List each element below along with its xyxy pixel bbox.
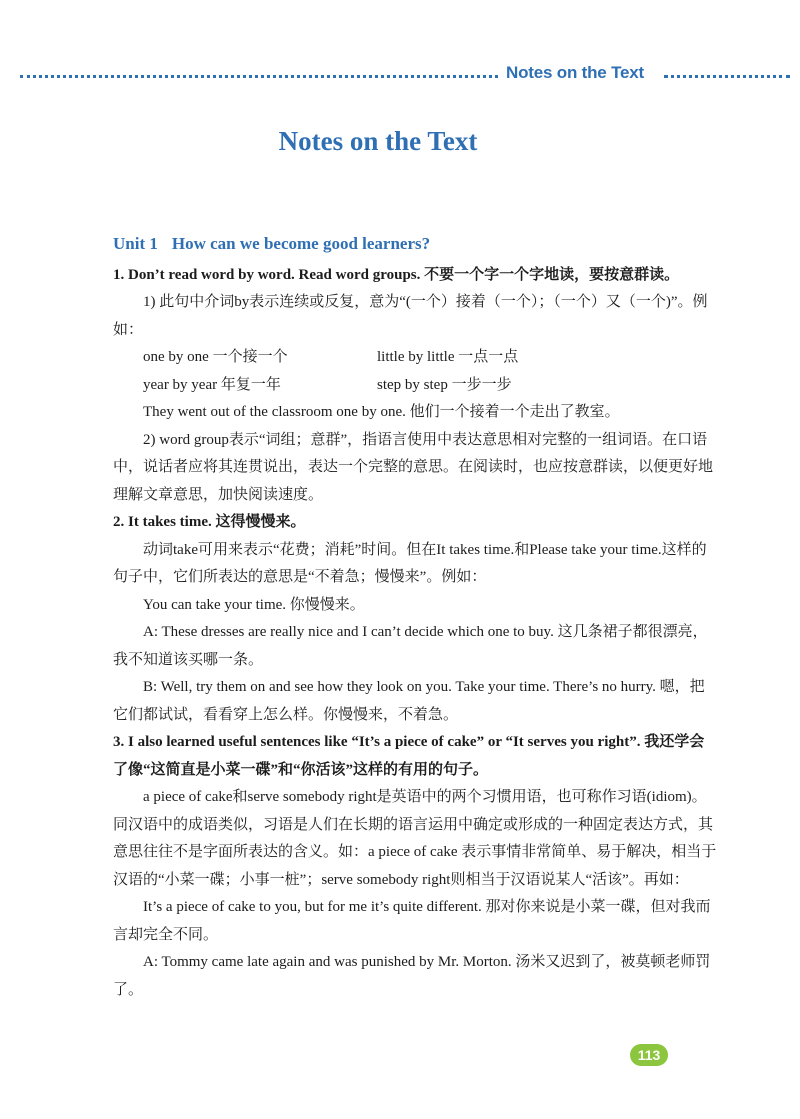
paragraph: 2) word group表示“词组；意群”，指语言使用中表达意思相对完整的一组词语。在口语中，说话者应将其连贯说出，表达一个完整的意思。在阅读时，也应按意群读，以便更好地理解文章意思，加快阅读速度。 <box>113 431 714 503</box>
phrase-pair-row <box>113 344 717 372</box>
example-dialogue: A: Tommy came late again and was punished by Mr. Morton. 汤米又迟到了，被莫顿老师罚了。 <box>113 954 711 998</box>
paragraph: a piece of cake和serve somebody right是英语中的两个习惯用语，也可称作习语(idiom)。同汉语中的成语类似，习语是人们在长期的语言运用中确定或形成的一种固定表达方式，其意思往往不是字面所表达的含义。如：a piece of cake 表示事情非常简单、易于解决，相当于汉语的“小菜一碟；小事一桩”；serve somebody right则相当于汉语说某人“活该”。再如： <box>113 789 717 888</box>
running-header-title: Notes on the Text <box>506 63 644 82</box>
unit-label: Unit 1 <box>113 234 158 253</box>
notes-content <box>113 230 717 1004</box>
note-heading: 1. Don’t read word by word. Read word groups. 不要一个字一个字地读，要按意群读。 <box>113 266 680 283</box>
phrase-pair-row <box>113 372 717 400</box>
example-sentence: They went out of the classroom one by one. 他们一个接着一个走出了教室。 <box>143 404 620 420</box>
phrase: step by step 一步一步 <box>377 376 512 393</box>
header-dotted-rule-right <box>664 75 790 78</box>
note-heading: 3. I also learned useful sentences like “It’s a piece of cake” or “It serves you right”. 我还学会了像“这简直是小菜一碟”和“你活该”这样的有用的句子。 <box>113 734 705 778</box>
header-dotted-rule-left <box>20 75 498 78</box>
example-dialogue: B: Well, try them on and see how they look on you. Take your time. There’s no hurry. 嗯，把它们都试试，看看穿上怎么样。你慢慢来，不着急。 <box>113 679 705 723</box>
unit-title: How can we become good learners? <box>171 234 431 253</box>
example-sentence: It’s a piece of cake to you, but for me it’s quite different. 那对你来说是小菜一碟，但对我而言却完全不同。 <box>113 899 711 943</box>
page-number-badge: 113 <box>630 1044 668 1066</box>
paragraph: 1) 此句中介词by表示连续或反复，意为“(一个）接着（一个）；（一个）又（一个)”。例如： <box>113 294 708 338</box>
unit-heading <box>113 230 717 258</box>
note-heading: 2. It takes time. 这得慢慢来。 <box>113 514 306 530</box>
phrase: one by one 一个接一个 <box>143 349 288 365</box>
example-sentence: You can take your time. 你慢慢来。 <box>143 596 365 613</box>
running-header <box>0 62 800 90</box>
phrase: little by little 一点一点 <box>377 349 519 365</box>
example-dialogue: A: These dresses are really nice and I can’t decide which one to buy. 这几条裙子都很漂亮，我不知道该买哪一条。 <box>113 624 708 668</box>
page-title: Notes on the Text <box>278 126 478 156</box>
paragraph: 动词take可用来表示“花费；消耗”时间。但在It takes time.和Please take your time.这样的句子中，它们所表达的意思是“不着急；慢慢来”。例如： <box>113 541 707 585</box>
phrase: year by year 年复一年 <box>143 376 281 393</box>
